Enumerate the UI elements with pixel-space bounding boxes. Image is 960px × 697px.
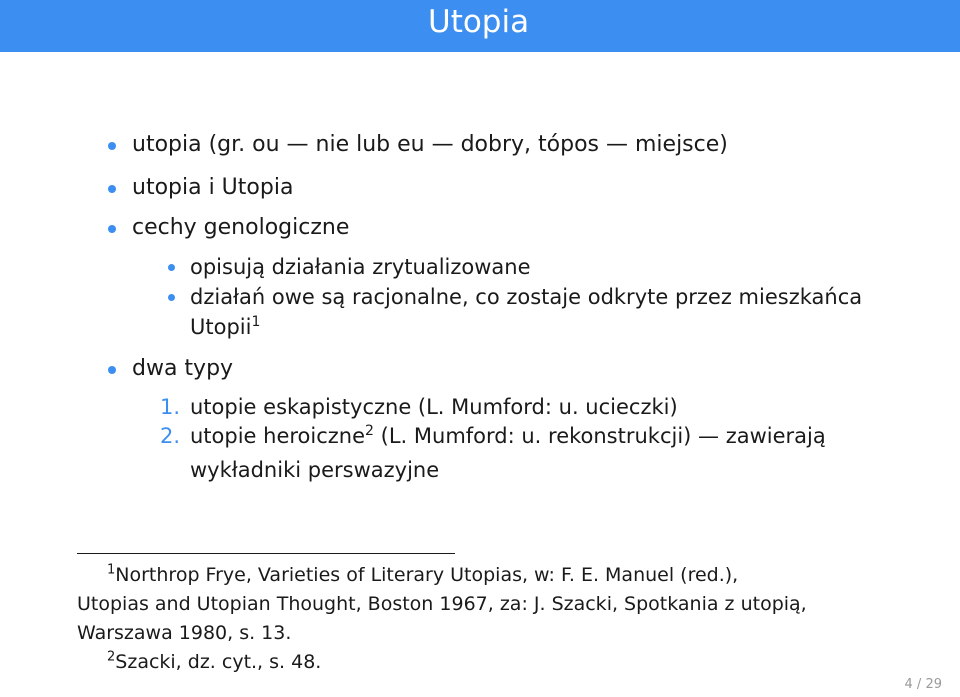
bullet-dot	[108, 366, 116, 374]
bullet-etymology: utopia (gr. ou — nie lub eu — dobry, tópos — miejsce)	[132, 132, 728, 157]
enum-number-2: 2.	[160, 424, 181, 448]
type-heroic-line2: wykładniki perswazyjne	[190, 458, 440, 482]
footnote-2-mark: 2	[107, 649, 116, 665]
sub-bullet-dot	[168, 264, 175, 271]
slide-title: Utopia	[428, 4, 530, 40]
type-heroic-line1	[190, 422, 826, 450]
type-escapist: utopie eskapistyczne (L. Mumford: u. ucieczki)	[190, 395, 678, 419]
footnote-1-line3: Warszawa 1980, s. 13.	[77, 622, 292, 644]
bullet-dot	[108, 142, 116, 150]
type-heroic-after: (L. Mumford: u. rekonstrukcji) — zawierają	[373, 424, 826, 448]
sub-bullet-rational-line2	[190, 313, 260, 341]
sub-bullet-ritualized: opisują działania zrytualizowane	[190, 255, 531, 279]
page-indicator: 4 / 29	[904, 677, 942, 692]
bullet-genological-features: cechy genologiczne	[132, 215, 350, 240]
footnote-1-line2: Utopias and Utopian Thought, Boston 1967, za: J. Szacki, Spotkania z utopią,	[77, 593, 807, 615]
footnote-2-text: Szacki, dz. cyt., s. 48.	[115, 651, 322, 673]
sub-bullet-dot	[168, 294, 175, 301]
bullet-utopia-and-utopia: utopia i Utopia	[132, 175, 294, 200]
title-bar	[0, 0, 960, 52]
type-heroic-before: utopie heroiczne	[190, 424, 366, 448]
enum-number-1: 1.	[160, 395, 181, 419]
sub-bullet-rational-line1: działań owe są racjonalne, co zostaje odkryte przez mieszkańca	[190, 285, 863, 309]
footnote-1-mark: 1	[107, 562, 116, 578]
bullet-two-types: dwa typy	[132, 356, 234, 381]
bullet-dot	[108, 225, 116, 233]
footnote-ref-2[interactable]: 2	[365, 423, 374, 439]
footnote-rule	[77, 553, 455, 554]
footnote-ref-1[interactable]: 1	[251, 314, 261, 330]
utopii-text: Utopii	[190, 315, 252, 339]
footnote-1-text1: Northrop Frye, Varieties of Literary Utopias, w: F. E. Manuel (red.),	[115, 564, 739, 586]
bullet-dot	[108, 185, 116, 193]
footnote-2-line1	[107, 649, 321, 675]
footnote-1-line1	[107, 562, 738, 588]
